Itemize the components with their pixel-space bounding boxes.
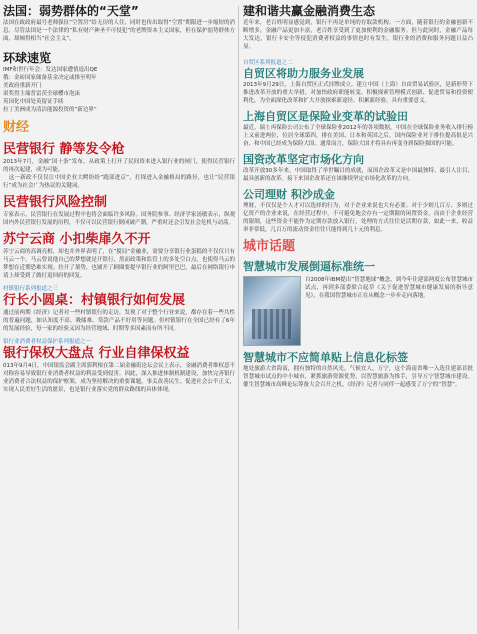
article-smart-city-standards bbox=[243, 260, 473, 346]
article-summary: 苏宁云商的高调亮相，却也并外界表明了，在”搅局”金融业，需要分享银行业蛋糕的不仅仅只有马云一个。马云曾说他自己的梦想就是开银行，然而政策和监管上的多处空白点，也使得马云的梦想在近期恐难实现。拉开了架势，也铺开了顾圈要提早银行业的阿里巴巴，最后在网络银行申请上却受到了做打退回府的回复。 bbox=[3, 249, 235, 279]
brief-item[interactable]: 美政府重新开门 bbox=[3, 83, 42, 89]
article-summary: 近年来，老百姓明显感觉到，银行不再是单纯的存取款机构。一方面，随着银行的金融创新不断增多，金融产品更加丰富，老百姓享受到了更加便利的金融服务。但与此同时，金融产品每大发达，银行卡安全等侵犯消费者权益的事情也时有发生，银行业的消费和服务问题日益凸显。 bbox=[243, 20, 473, 50]
left-column bbox=[3, 4, 235, 399]
article-summary: 专家表示，民营银行在发展过程中也将会面临许多风险。国务院参事、经济学家汤敏表示，纵观国内外民营银行发展的历程，不仅可以民营银行倒闭破产潮，严重时还会引发社会危机与动荡。 bbox=[3, 212, 235, 226]
brief-item[interactable]: 英国化中国处英留证手续 bbox=[3, 99, 64, 105]
series-tag: 村镇银行系列报道之三 bbox=[3, 286, 59, 292]
article-summary: 地处旅游大省海南，拥有独特的自然风光，气候宜人，万宁，这个海南省唯一入选住建部首批智慧城市试点的中小城市，紧抓旅游资源优势，以智慧旅游为推手，引导万宁智慧城市建设。催生智慧城市高峰论坛筹备大会召开之机，《经济》记者与同伴一起感受了万宁的”智慧”。 bbox=[243, 366, 473, 388]
city-topics-section bbox=[243, 239, 473, 255]
article-ftz-insurance bbox=[243, 110, 473, 148]
article-summary: 013年9月4日，中国银监会副主席郭利根在第二届金融街论坛会议上表示，金融消费者维权意不对称容易导致银行业消费者权益的利益受到侵害。因此，深入推进体制机制建设，加快完善银行业消费者合法权益的保护框架，成为坚持解决的重要课题，事关改善民生、促进社会公平正义，实现人民美好生活的愿景，也是银行业落实党的群众路线的具体体现。 bbox=[3, 363, 235, 393]
article-title[interactable]: 民营银行风险控制 bbox=[3, 195, 108, 210]
section-heading-finance: 财经 bbox=[3, 120, 30, 135]
column-divider bbox=[238, 6, 239, 630]
right-column bbox=[243, 4, 473, 394]
article-title[interactable]: 智慧城市发展倒逼标准统一 bbox=[243, 260, 375, 273]
finance-section bbox=[3, 120, 235, 136]
article-title[interactable]: 智慧城市不应简单贴上信息化标签 bbox=[243, 351, 408, 364]
brief-item[interactable]: 俄：金砖国家储备基金决定或推至明年 bbox=[3, 75, 97, 81]
article-title[interactable]: 上海自贸区是保险业变革的试验田 bbox=[243, 110, 408, 123]
article-consumer-rights bbox=[3, 338, 235, 394]
global-briefs bbox=[3, 51, 235, 114]
article-private-banks bbox=[3, 141, 235, 190]
article-summary: 理财，不仅仅是个人才可以选择的行为，对于企业来说也大有必要。对于少则几百万、多则过亿资产的企业来说，在经营过程中，不可避免地会存有一定期限的闲置资金，而由于企业经营的限制，这些资金不能作为定期存款放入银行，处理的方式往往是活期存款，如此一来，收益率非常低，几百万的流动资金往往只能得到几十元的利息。 bbox=[243, 203, 473, 233]
brief-item[interactable]: 拉丁美洲成为清洁能源投资的”新边界” bbox=[3, 107, 97, 113]
article-summary: 通过前两期《经济》记者对一些村镇银行的走访，发现了对于整个行业来说，都存在着一些共性的普遍问题，如认知度不高、吸储难、贷款产品不好用等问题。但村镇银行在全国已经有了6年的发展经验，每一家的经验又因为经营地域、时期等多因素而有所不同。 bbox=[3, 310, 235, 332]
article-title[interactable]: 自贸区将助力服务业发展 bbox=[243, 67, 364, 80]
article-title[interactable]: 建和谐共赢金融消费生态 bbox=[243, 4, 376, 18]
article-summary: 2013年7月，金融”国十条”发布，从政策上打开了民间资本进入银行业的闸门，使得民营银行的再次起建，成为可能。 这一新政不仅仅让中国企业大鳄纷纷”跑部进京”，打探进入金融格局的路径，也让”民营银行”成为社会广为热议的关键词。 bbox=[3, 159, 235, 189]
article-title[interactable]: 行长小圆桌：村镇银行如何发展 bbox=[3, 293, 186, 308]
article-summary: 法国在政政府最号老师强征”空置房”给无房的人住，同时也传出取得”空置”期限进一步缩短的消息。尽管法国是一个法律的”私有财产神圣不可侵犯”的老牌资本主义国家，但在保护弱势群体方面，却倾得相当”社会主义”。 bbox=[3, 20, 235, 42]
article-suning bbox=[3, 232, 235, 280]
article-soe-reform bbox=[243, 153, 473, 183]
article-village-banks bbox=[3, 285, 235, 333]
article-summary: 最近，瑞士再保险公司公布了全球保险业2012年的各项数据，中国在全球保险业务收入排行榜上又前进两位，位居全球第四，排在美国、日本和英国之后。国内保险业对于排位提高很是兴奋，和中国已经成为保险大国。通常而言，保险大国才将具有再变身到保险强国的可能。 bbox=[243, 125, 473, 147]
article-title[interactable]: 法国：弱势群体的“天堂” bbox=[3, 4, 139, 18]
article-title[interactable]: 公司理财 积沙成金 bbox=[243, 188, 335, 201]
article-corporate-finance bbox=[243, 188, 473, 234]
brief-item[interactable]: IMF和世行年会：发达国家遭情退出QE bbox=[3, 67, 98, 73]
section-heading-city: 城市话题 bbox=[243, 239, 296, 254]
article-body-with-photo bbox=[243, 276, 473, 346]
article-france bbox=[3, 4, 235, 43]
series-tag: 银行业消费者权益保护系列报道之一 bbox=[3, 339, 92, 345]
article-financial-ecosystem bbox=[243, 4, 473, 51]
article-title[interactable]: 苏宁云商 小扣柴扉久不开 bbox=[3, 232, 151, 247]
article-title[interactable]: 银行保权大盘点 行业自律保权益 bbox=[3, 346, 190, 361]
section-title: 环球速览 bbox=[3, 51, 52, 65]
article-risk-control bbox=[3, 195, 235, 227]
brief-item[interactable]: 诺奖得主瑞普雷茨全球樱市泡沫 bbox=[3, 91, 81, 97]
series-tag: 自贸区系列报道之二 bbox=[243, 60, 293, 66]
article-title[interactable]: 国资改革坚定市场化方向 bbox=[243, 153, 364, 166]
article-title[interactable]: 民营银行 静等发令枪 bbox=[3, 142, 125, 157]
article-summary: 自2008年IBM提出”智慧地球”概念，到今年住建部两度公布智慧城市试点，再到多部委联合起草《关于促进智慧城市健康发展的指导意见》，在我国智慧城市正在从概念一步步走向落地。 bbox=[305, 277, 473, 299]
city-skyline-photo bbox=[243, 276, 301, 346]
article-smart-city-label bbox=[243, 351, 473, 389]
article-summary: 2013年9月29日，上海自贸区正式挂牌成立。建立中国（上海）自由贸易试验区，是新形势下推进改革开放的重大举措，对加快政府职能转变、积极探索管理模式创新、促进贸易和投资便利化，为全面深化改革和扩大开放探索新途径、积累新经验，具有重要意义。 bbox=[243, 82, 473, 104]
article-ftz-services bbox=[243, 59, 473, 105]
article-summary: 改革开放30多年来，中国取得了举世瞩目的成就，而国企改革又是中国最独特、最引人注目、最具创新的改革。接下来国企改革还在该继续坚定市场化改革的方向。 bbox=[243, 168, 473, 182]
